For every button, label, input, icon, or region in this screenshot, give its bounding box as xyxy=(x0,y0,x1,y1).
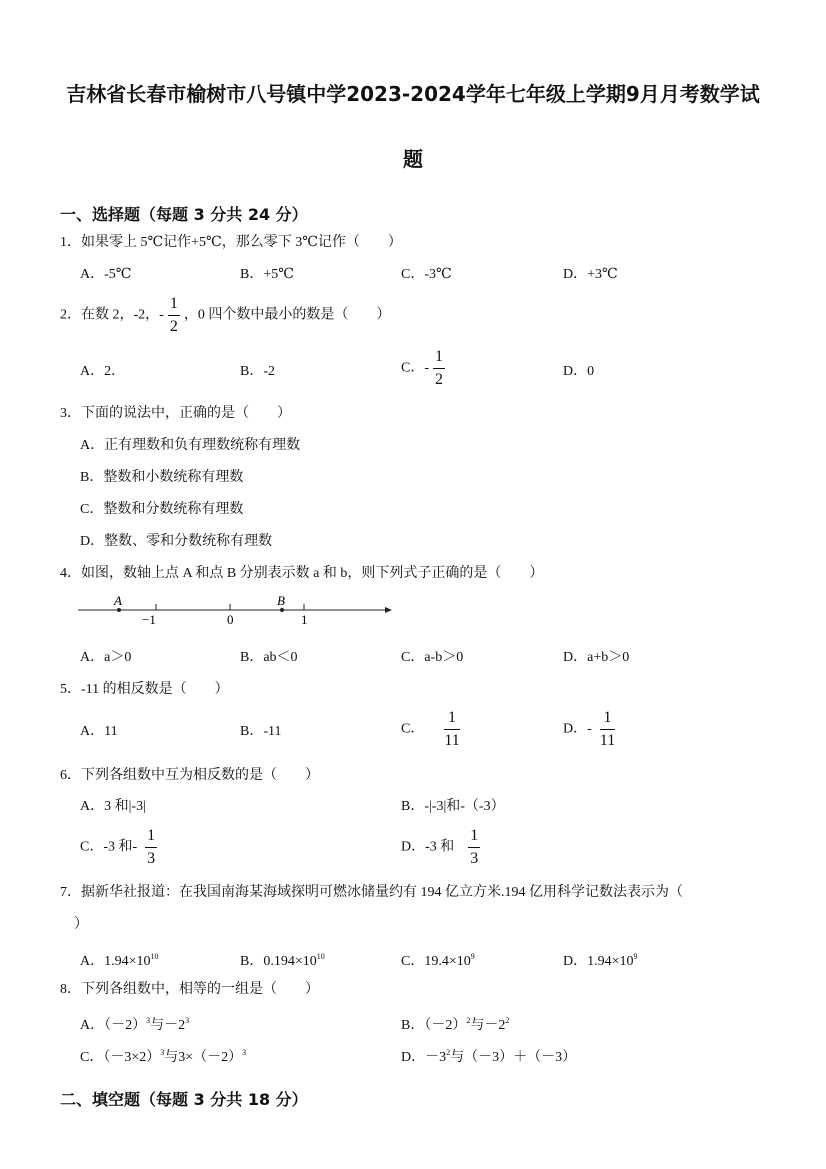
q6-option-c-fraction xyxy=(145,828,157,867)
q2-c-frac-num: 1 xyxy=(433,349,445,369)
q7-d-exp: 9 xyxy=(633,952,638,961)
q7-d-base: D．1.94×10 xyxy=(563,954,634,969)
q8-c-part1: C．（－3×2） xyxy=(80,1050,161,1065)
q1-option-a: A．-5℃ xyxy=(80,267,132,282)
q5-d-frac-den: 11 xyxy=(599,732,616,749)
q7-c-base: C．19.4×10 xyxy=(401,954,471,969)
q8-c-part2: 与3×（－2） xyxy=(164,1050,243,1065)
q7-option-b xyxy=(240,947,325,972)
q6-c-frac-num: 1 xyxy=(145,828,157,848)
label-minus-1: −1 xyxy=(142,612,156,627)
q6-d-frac-den: 3 xyxy=(470,850,479,867)
q5-option-b: B．-11 xyxy=(240,724,282,739)
question-4-stem: 4．如图，数轴上点 A 和点 B 分别表示数 a 和 b，则下列式子正确的是（ ） xyxy=(60,566,544,581)
q8-a-part2: 与－2 xyxy=(150,1018,186,1033)
q3-option-d: D．整数、零和分数统称有理数 xyxy=(80,534,273,549)
q6-option-c-label: C．-3 和- xyxy=(80,839,138,855)
q2-option-c-label: C．- xyxy=(401,360,429,376)
q1-option-d: D．+3℃ xyxy=(563,267,618,282)
q8-option-a xyxy=(80,1011,189,1036)
q5-option-d xyxy=(563,710,619,749)
q8-a-exp2: 3 xyxy=(185,1016,190,1025)
q2-stem-post: ，0 四个数中最小的数是（ ） xyxy=(183,307,391,323)
q8-b-exp1: 2 xyxy=(466,1016,471,1025)
q2-option-b: B．-2 xyxy=(240,364,275,379)
q1-option-b: B．+5℃ xyxy=(240,267,294,282)
point-a xyxy=(117,608,121,612)
q7-option-c xyxy=(401,947,475,972)
q8-d-part1: D．－3 xyxy=(401,1050,447,1065)
question-2-stem xyxy=(60,296,390,335)
q8-option-b xyxy=(401,1011,509,1036)
q6-option-d-fraction xyxy=(468,828,480,867)
q6-option-a: A．3 和|-3| xyxy=(80,799,146,814)
q3-option-b: B．整数和小数统称有理数 xyxy=(80,470,244,485)
q7-option-d xyxy=(563,947,638,972)
q4-option-c: C．a-b＞0 xyxy=(401,650,464,665)
q8-option-c xyxy=(80,1043,246,1068)
q2-c-frac-den: 2 xyxy=(435,371,443,388)
q4-option-d: D．a+b＞0 xyxy=(563,650,630,665)
q7-b-exp: 10 xyxy=(316,952,325,961)
label-1: 1 xyxy=(301,612,308,627)
q2-option-c xyxy=(401,349,449,388)
section-heading-choice: 一、选择题（每题 3 分共 24 分） xyxy=(60,205,308,224)
q6-option-b: B．-|-3|和-（-3） xyxy=(401,799,505,814)
q8-a-exp1: 3 xyxy=(146,1016,151,1025)
q8-b-exp2: 2 xyxy=(505,1016,510,1025)
q5-option-d-fraction xyxy=(600,710,615,749)
section-heading-fill-blank: 二、填空题（每题 3 分共 18 分） xyxy=(60,1090,308,1109)
q6-c-frac-den: 3 xyxy=(147,850,156,867)
q6-option-d-label: D．-3 和 xyxy=(401,839,455,855)
q2-option-d: D．0 xyxy=(563,364,595,379)
q7-b-base: B．0.194×10 xyxy=(240,954,317,969)
q5-option-a: A．11 xyxy=(80,724,118,739)
q8-b-part2: 与－2 xyxy=(470,1018,506,1033)
q7-c-exp: 9 xyxy=(470,952,475,961)
q2-frac-den: 2 xyxy=(169,318,178,335)
arrow-right-icon xyxy=(385,607,392,613)
q4-option-a: A．a＞0 xyxy=(80,650,132,665)
q7-a-exp: 10 xyxy=(150,952,159,961)
q5-option-d-label: D．- xyxy=(563,721,592,737)
question-8-stem: 8．下列各组数中，相等的一组是（ ） xyxy=(60,982,319,997)
q5-option-c xyxy=(401,710,464,749)
q7-a-base: A．1.94×10 xyxy=(80,954,151,969)
label-a: A xyxy=(114,593,122,608)
q2-stem-pre: 2．在数 2，-2，- xyxy=(60,307,164,323)
q5-c-frac-den: 11 xyxy=(444,732,460,749)
q7-option-a xyxy=(80,947,159,972)
question-7-stem-line2: ） xyxy=(74,917,88,932)
exam-title-line2: 题 xyxy=(403,147,423,171)
q3-option-c: C．整数和分数统称有理数 xyxy=(80,502,244,517)
q8-a-part1: A．（－2） xyxy=(80,1018,147,1033)
q8-option-d xyxy=(401,1043,576,1068)
number-line-figure xyxy=(76,590,396,630)
q2-fraction xyxy=(168,296,180,335)
q8-d-part2: 与（－3）＋（－3） xyxy=(450,1050,577,1065)
q5-option-c-label: C． xyxy=(401,721,425,737)
q8-c-exp1: 3 xyxy=(160,1048,165,1057)
question-3-stem: 3．下面的说法中，正确的是（ ） xyxy=(60,406,291,421)
q8-c-exp2: 3 xyxy=(242,1048,247,1057)
q2-option-a: A．2． xyxy=(80,364,126,379)
q1-option-c: C．-3℃ xyxy=(401,267,452,282)
q6-d-frac-num: 1 xyxy=(468,828,480,848)
q6-option-d xyxy=(401,828,484,867)
q8-b-part1: B．（－2） xyxy=(401,1018,467,1033)
q5-d-frac-num: 1 xyxy=(600,710,615,730)
label-0: 0 xyxy=(227,612,234,627)
exam-title-line1: 吉林省长春市榆树市八号镇中学2023-2024学年七年级上学期9月月考数学试 xyxy=(66,82,760,106)
question-5-stem: 5．-11 的相反数是（ ） xyxy=(60,682,229,697)
q2-frac-num: 1 xyxy=(168,296,180,316)
question-6-stem: 6．下列各组数中互为相反数的是（ ） xyxy=(60,768,319,783)
q2-option-c-fraction xyxy=(433,349,445,388)
question-7-stem-line1: 7．据新华社报道：在我国南海某海域探明可燃冰储量约有 194 亿立方米.194 亿用科学记数法表示为（ xyxy=(60,885,683,900)
q5-c-frac-num: 1 xyxy=(444,710,459,730)
label-b: B xyxy=(277,593,285,608)
q5-option-c-fraction xyxy=(444,710,459,749)
q3-option-a: A．正有理数和负有理数统称有理数 xyxy=(80,438,301,453)
point-b xyxy=(280,608,284,612)
question-1-stem: 1．如果零上 5℃记作+5℃，那么零下 3℃记作（ ） xyxy=(60,235,402,250)
q8-d-exp1: 2 xyxy=(446,1048,451,1057)
q6-option-c xyxy=(80,828,161,867)
q4-option-b: B．ab＜0 xyxy=(240,650,298,665)
